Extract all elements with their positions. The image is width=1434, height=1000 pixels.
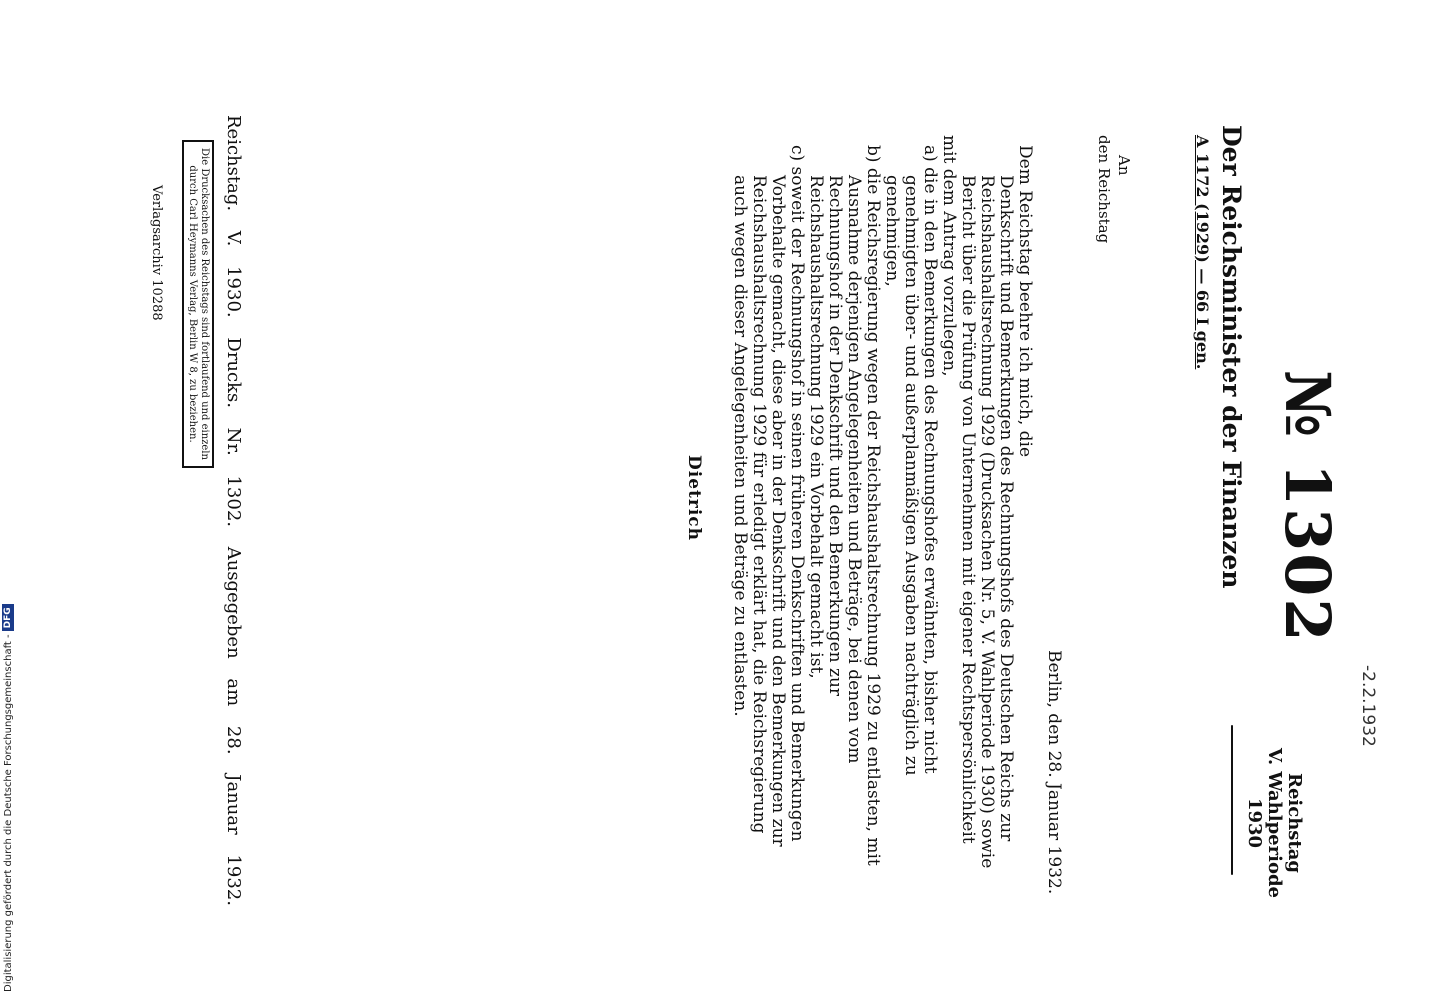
letter-body — [730, 135, 1034, 880]
addressee-line1: An — [1115, 155, 1133, 176]
funding-sidebar — [2, 604, 14, 992]
reichstag-header — [1244, 748, 1304, 898]
dfg-logo-icon: DFG — [2, 604, 14, 631]
reichstag-title: Reichstag — [1284, 773, 1305, 873]
received-date-stamp: -2.2.1932 — [1358, 665, 1378, 747]
addressee-line2: den Reichstag — [1095, 135, 1113, 244]
print-footer: Reichstag. V. 1930. Drucks. Nr. 1302. Ausgegeben am 28. Januar 1932. — [223, 115, 244, 906]
body-item-a: a) die in den Bemerkungen des Rechnungshofes erwähnten, bisher nicht genehmigten über- und außerplanmäßigen Ausgaben nachträglich zu genehmigen, — [882, 145, 940, 776]
document-number: № 1302 — [1271, 370, 1344, 644]
wahlperiode-year: 1930 — [1244, 797, 1265, 849]
place-date: Berlin, den 28. Januar 1932. — [1044, 650, 1064, 895]
sender-title: Der Reichsminister der Finanzen — [1217, 125, 1246, 589]
publisher-notice-box — [182, 140, 214, 468]
header-rule — [1231, 725, 1233, 875]
archive-number: Verlagsarchiv 10288 — [149, 185, 164, 321]
body-item-c: c) soweit der Rechnungshof in seinen früheren Denkschriften und Bemerkungen Vorbehalte gemacht, diese aber in der Denkschrift und den Bemerkungen zur Reichshaushaltsrechnung 1929 für erledigt erklärt hat, die Reichsregierung auch wegen dieser Angelegenheiten und Beträge zu entlasten. — [730, 145, 807, 847]
file-reference: A 1172 (1929) — 66 I gen. — [1193, 135, 1212, 370]
publisher-notice-line2: durch Carl Heymanns Verlag, Berlin W 8, zu beziehen. — [187, 165, 198, 443]
funding-note: Digitalisierung gefördert durch die Deutsche Forschungsgemeinschaft - — [3, 634, 14, 992]
body-motion: mit dem Antrag vorzulegen, — [939, 135, 959, 377]
publisher-notice-line1: Die Drucksachen des Reichstags sind fortlaufend und einzeln — [199, 148, 210, 460]
body-item-b: b) die Reichsregierung wegen der Reichshaushaltsrechnung 1929 zu entlasten, mit Ausnahme derjenigen Angelegenheiten und Beträge, bei denen vom Rechnungshof in der Denkschrift und den Bemerkungen zur Reichshaushaltsrechnung 1929 ein Vorbehalt gemacht ist, — [806, 145, 883, 866]
signature: Dietrich — [684, 455, 704, 541]
addressee — [1094, 135, 1134, 243]
body-intro: Dem Reichstag beehre ich mich, die — [1015, 145, 1035, 458]
body-document-reference: Denkschrift und Bemerkungen des Rechnungshofs des Deutschen Reichs zur Reichshaushaltsrechnung 1929 (Drucksachen Nr. 5, V. Wahlperiode 1930) sowie Bericht über die Prüfung von Unternehmen mit eigener Rechtspersönlichkeit — [958, 175, 1016, 869]
wahlperiode: V. Wahlperiode — [1264, 748, 1285, 898]
